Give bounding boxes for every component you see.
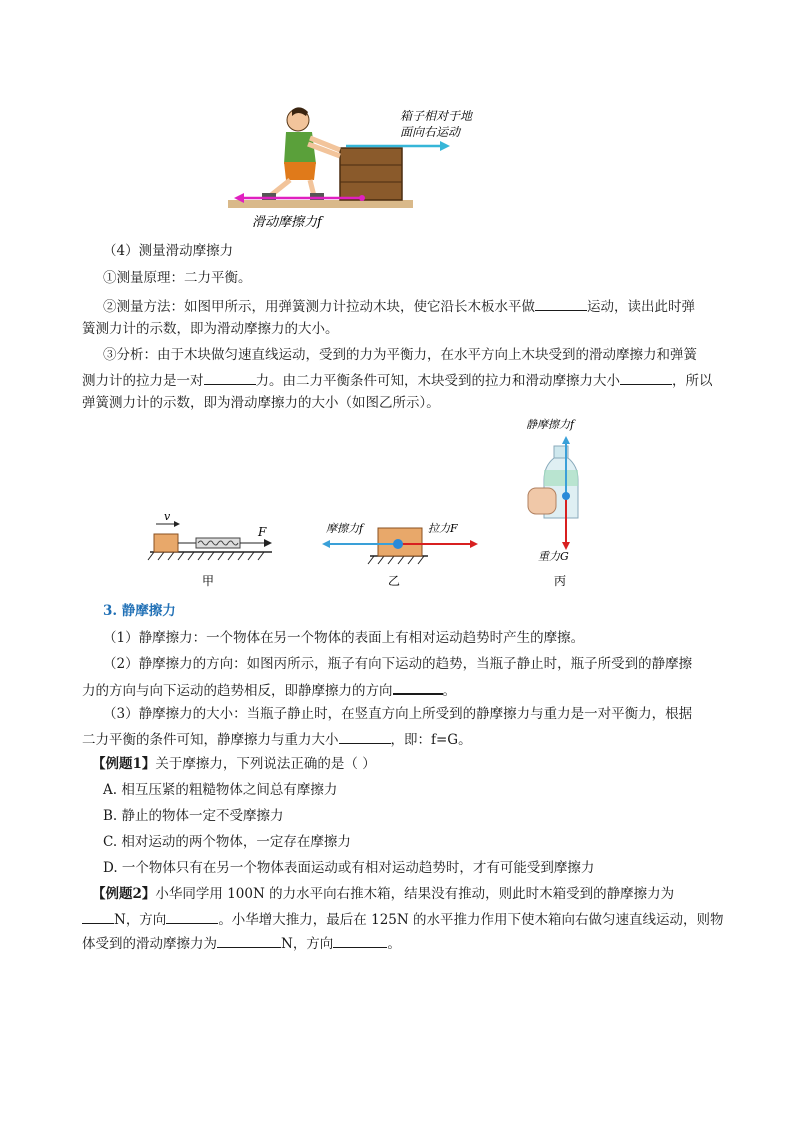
yi-caption: 乙	[388, 574, 401, 588]
block	[154, 534, 178, 552]
section4-analysis-cont: 测力计的拉力是一对 力。由二力平衡条件可知，木块受到的拉力和滑动摩擦力大小 ，所以	[82, 373, 713, 389]
blank	[393, 680, 443, 695]
blank	[339, 730, 391, 744]
boy-shorts	[284, 162, 316, 180]
ground	[228, 200, 413, 208]
bing-gravity-label: 重力G	[538, 550, 569, 563]
section3-p2: （2）静摩擦力的方向：如图丙所示，瓶子有向下运动的趋势，当瓶子静止时，瓶子所受到的静摩擦	[103, 656, 693, 672]
example2-line3: 体受到的滑动摩擦力为 N，方向 。	[82, 936, 401, 952]
jia-caption: 甲	[202, 574, 215, 588]
example2-line2: N，方向 。小华增大推力，最后在 125N 的水平推力作用下使木箱向右做匀速直线运动，则物	[82, 910, 682, 928]
blank	[535, 297, 587, 311]
section3-p1: （1）静摩擦力：一个物体在另一个物体的表面上有相对运动趋势时产生的摩擦。	[103, 630, 585, 646]
jia-v-label: v	[164, 510, 171, 523]
blank	[204, 371, 256, 385]
arrow-label-line2: 面向右运动	[400, 125, 461, 139]
example2-stem: 【例题2】小华同学用 100N 的力水平向右推木箱，结果没有推动，则此时木箱受到的静摩擦力为	[92, 886, 675, 902]
jia-F-label: F	[258, 525, 267, 539]
example1-option-a: A. 相互压紧的粗糙物体之间总有摩擦力	[103, 782, 338, 798]
section4-method-cont: 簧测力计的示数，即为滑动摩擦力的大小。	[82, 321, 339, 337]
figure-jia	[148, 510, 272, 588]
blank	[333, 934, 387, 948]
example1-option-c: C. 相对运动的两个物体，一定存在摩擦力	[103, 834, 351, 850]
pushing-box-figure	[228, 98, 528, 238]
section4-title: （4）测量滑动摩擦力	[103, 243, 234, 259]
blank	[620, 371, 672, 385]
blank	[82, 910, 114, 924]
yi-friction-label: 摩擦力f	[326, 522, 364, 535]
section4-analysis: ③分析：由于木块做匀速直线运动，受到的力为平衡力，在水平方向上木块受到的滑动摩擦力和弹簧	[103, 347, 697, 363]
section4-method: ②测量方法：如图甲所示，用弹簧测力计拉动木块，使它沿长木板水平做 运动，读出此时弹	[103, 299, 695, 315]
friction-label: 滑动摩擦力f	[252, 215, 322, 230]
blank	[166, 910, 218, 924]
section4-principle: ①测量原理：二力平衡。	[103, 270, 252, 286]
bing-caption: 丙	[554, 574, 567, 588]
example1-option-d: D. 一个物体只有在另一个物体表面运动或有相对运动趋势时，才有可能受到摩擦力	[103, 860, 595, 876]
arrow-label-line1: 箱子相对于地	[400, 109, 473, 123]
section4-analysis-end: 弹簧测力计的示数，即为滑动摩擦力的大小（如图乙所示）。	[82, 395, 440, 411]
section3-heading: 3. 静摩擦力	[103, 603, 176, 619]
friction-figures	[140, 410, 620, 600]
yi-pull-label: 拉力F	[428, 522, 458, 535]
wooden-box	[340, 148, 402, 200]
example1-stem: 【例题1】关于摩擦力，下列说法正确的是（ ）	[92, 756, 376, 772]
figure-bing	[526, 418, 578, 588]
blank	[217, 934, 281, 948]
section3-p2-cont: 力的方向与向下运动的趋势相反，即静摩擦力的方向 。	[82, 680, 682, 699]
section3-p3-cont: 二力平衡的条件可知，静摩擦力与重力大小 ，即：f=G。	[82, 732, 472, 748]
hand	[528, 488, 556, 514]
bing-static-label: 静摩擦力f	[526, 418, 575, 431]
section3-p3: （3）静摩擦力的大小：当瓶子静止时，在竖直方向上所受到的静摩擦力与重力是一对平衡力，根据	[103, 706, 693, 722]
figure-yi	[322, 522, 478, 588]
example1-option-b: B. 静止的物体一定不受摩擦力	[103, 808, 284, 824]
